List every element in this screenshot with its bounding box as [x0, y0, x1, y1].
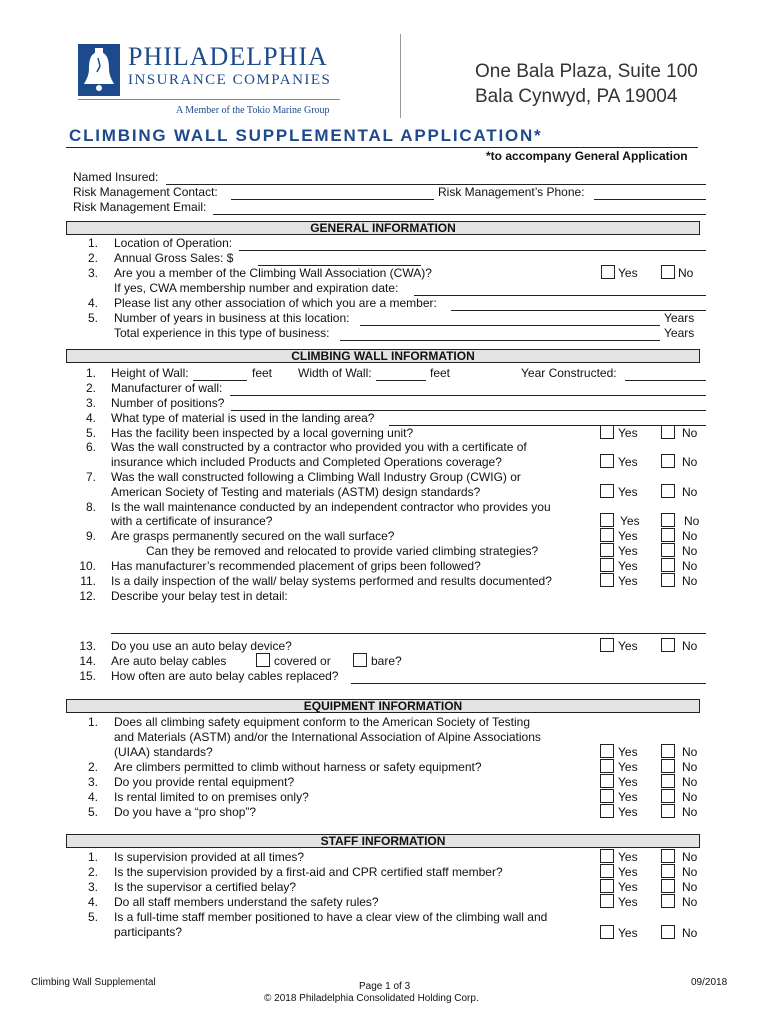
staff-q3: Is the supervisor a certified belay?	[114, 880, 297, 894]
question-number: 13.	[79, 639, 96, 653]
question-number: 4.	[87, 296, 98, 310]
question-number: 14.	[79, 654, 96, 668]
relocate-no-checkbox[interactable]	[661, 543, 675, 557]
wall-q6b: insurance which included Products and Completed Operations coverage?	[111, 455, 502, 469]
clear-view-no-checkbox[interactable]	[661, 925, 675, 939]
wall-q11: Is a daily inspection of the wall/ belay systems performed and results documented?	[111, 574, 552, 588]
astm-no-checkbox[interactable]	[661, 744, 675, 758]
question-number: 10.	[79, 559, 96, 573]
question-number: 4.	[85, 411, 96, 425]
yes-label: Yes	[618, 760, 638, 774]
inspected-yes-checkbox[interactable]	[600, 425, 614, 439]
no-label: No	[682, 485, 698, 499]
first-aid-yes-checkbox[interactable]	[600, 864, 614, 878]
daily-inspection-yes-checkbox[interactable]	[600, 573, 614, 587]
certified-belay-yes-checkbox[interactable]	[600, 879, 614, 893]
location-field[interactable]	[239, 250, 706, 251]
general-information-heading: GENERAL INFORMATION	[66, 221, 700, 235]
footer-form-name: Climbing Wall Supplemental	[31, 977, 156, 988]
no-label: No	[682, 455, 698, 469]
risk-phone-field[interactable]	[594, 199, 706, 200]
wall-q4: What type of material is used in the landing area?	[111, 411, 375, 425]
no-label: No	[682, 745, 698, 759]
years-label: Years	[664, 311, 695, 325]
wall-q5: Has the facility been inspected by a local governing unit?	[111, 426, 414, 440]
year-constructed-field[interactable]	[625, 380, 706, 381]
risk-contact-field[interactable]	[231, 199, 434, 200]
wall-q12: Describe your belay test in detail:	[111, 589, 288, 603]
yes-label: Yes	[618, 895, 638, 909]
no-label: No	[682, 926, 698, 940]
question-number: 1.	[87, 715, 98, 729]
pro-shop-no-checkbox[interactable]	[661, 804, 675, 818]
general-q1: Location of Operation:	[114, 236, 233, 250]
contractor-yes-checkbox[interactable]	[600, 454, 614, 468]
contractor-no-checkbox[interactable]	[661, 454, 675, 468]
no-label: No	[682, 805, 698, 819]
yes-label: Yes	[618, 529, 638, 543]
wall-q14: Are auto belay cables	[111, 654, 227, 668]
no-label: No	[684, 514, 700, 528]
wall-q10: Has manufacturer’s recommended placement of grips been followed?	[111, 559, 481, 573]
staff-q2: Is the supervision provided by a first-aid and CPR certified staff member?	[114, 865, 503, 879]
question-number: 11.	[80, 574, 96, 588]
yes-label: Yes	[618, 544, 638, 558]
yes-label: Yes	[618, 850, 638, 864]
on-premises-yes-checkbox[interactable]	[600, 789, 614, 803]
maintenance-yes-checkbox[interactable]	[600, 513, 614, 527]
question-number: 3.	[87, 266, 98, 280]
climbing-wall-information-heading: CLIMBING WALL INFORMATION	[66, 349, 700, 363]
question-number: 9.	[85, 529, 96, 543]
no-label: No	[682, 559, 698, 573]
maintenance-no-checkbox[interactable]	[661, 513, 675, 527]
wall-q9: Are grasps permanently secured on the wall surface?	[111, 529, 395, 543]
cwig-yes-checkbox[interactable]	[600, 484, 614, 498]
no-label: No	[682, 895, 698, 909]
equipment-q2: Are climbers permitted to climb without harness or safety equipment?	[114, 760, 482, 774]
wall-q9b: Can they be removed and relocated to provide varied climbing strategies?	[146, 544, 539, 558]
belay-test-field[interactable]	[111, 633, 706, 634]
named-insured-label: Named Insured:	[73, 170, 159, 184]
wall-q7b: American Society of Testing and materials (ASTM) design standards?	[111, 485, 481, 499]
question-number: 4.	[87, 895, 98, 909]
no-label: No	[682, 865, 698, 879]
question-number: 3.	[87, 775, 98, 789]
yes-label: Yes	[618, 455, 638, 469]
yes-label: Yes	[618, 775, 638, 789]
equipment-q1c: (UIAA) standards?	[114, 745, 213, 759]
no-label: No	[678, 266, 694, 280]
yes-label: Yes	[618, 880, 638, 894]
manufacturer-field[interactable]	[230, 395, 706, 396]
wall-q1-year: Year Constructed:	[521, 366, 617, 380]
grips-yes-checkbox[interactable]	[600, 558, 614, 572]
yes-label: Yes	[620, 514, 640, 528]
wall-q1-width: Width of Wall:	[298, 366, 372, 380]
general-q4: Please list any other association of which you are a member:	[114, 296, 437, 310]
general-q2: Annual Gross Sales: $	[114, 251, 234, 265]
named-insured-field[interactable]	[166, 184, 706, 185]
on-premises-no-checkbox[interactable]	[661, 789, 675, 803]
years-location-field[interactable]	[360, 325, 660, 326]
question-number: 2.	[87, 251, 98, 265]
general-q3b: If yes, CWA membership number and expiration date:	[114, 281, 399, 295]
no-label: No	[682, 426, 698, 440]
rental-no-checkbox[interactable]	[661, 774, 675, 788]
relocate-yes-checkbox[interactable]	[600, 543, 614, 557]
address-line-1: One Bala Plaza, Suite 100	[475, 61, 698, 82]
no-harness-yes-checkbox[interactable]	[600, 759, 614, 773]
daily-inspection-no-checkbox[interactable]	[661, 573, 675, 587]
wall-q13: Do you use an auto belay device?	[111, 639, 292, 653]
equipment-information-heading: EQUIPMENT INFORMATION	[66, 699, 700, 713]
cwig-no-checkbox[interactable]	[661, 484, 675, 498]
equipment-q1a: Does all climbing safety equipment conform to the American Society of Testing	[114, 715, 530, 729]
supervision-no-checkbox[interactable]	[661, 849, 675, 863]
yes-label: Yes	[618, 926, 638, 940]
wall-q15: How often are auto belay cables replaced?	[111, 669, 339, 683]
question-number: 12.	[79, 589, 96, 603]
wall-q8b: with a certificate of insurance?	[111, 514, 273, 528]
clear-view-yes-checkbox[interactable]	[600, 925, 614, 939]
company-name: PHILADELPHIA	[128, 42, 328, 71]
grasps-yes-checkbox[interactable]	[600, 528, 614, 542]
question-number: 1.	[85, 366, 96, 380]
question-number: 2.	[85, 381, 96, 395]
page-subtitle: *to accompany General Application	[486, 149, 688, 163]
landing-material-field[interactable]	[389, 425, 706, 426]
auto-belay-no-checkbox[interactable]	[661, 638, 675, 652]
staff-q4: Do all staff members understand the safety rules?	[114, 895, 379, 909]
no-label: No	[682, 790, 698, 804]
wall-q6a: Was the wall constructed by a contractor who provided you with a certificate of	[111, 440, 527, 454]
yes-label: Yes	[618, 574, 638, 588]
yes-label: Yes	[618, 426, 638, 440]
staff-information-heading: STAFF INFORMATION	[66, 834, 700, 848]
no-label: No	[682, 529, 698, 543]
cwa-number-field[interactable]	[414, 295, 706, 296]
wall-q2: Manufacturer of wall:	[111, 381, 223, 395]
width-field[interactable]	[376, 380, 426, 381]
question-number: 8.	[85, 500, 96, 514]
question-number: 5.	[87, 910, 98, 924]
inspected-no-checkbox[interactable]	[661, 425, 675, 439]
yes-label: Yes	[618, 790, 638, 804]
footer-copyright: © 2018 Philadelphia Consolidated Holding Corp.	[264, 993, 479, 1004]
risk-email-field[interactable]	[213, 214, 706, 215]
staff-q5a: Is a full-time staff member positioned to have a clear view of the climbing wall and	[114, 910, 548, 924]
cables-bare-checkbox[interactable]	[353, 653, 367, 667]
wall-q3: Number of positions?	[111, 396, 225, 410]
wall-q8a: Is the wall maintenance conducted by an independent contractor who provides you	[111, 500, 551, 514]
logo-divider	[78, 99, 340, 100]
no-label: No	[682, 880, 698, 894]
question-number: 5.	[87, 311, 98, 325]
no-label: No	[682, 760, 698, 774]
member-line: A Member of the Tokio Marine Group	[176, 105, 330, 116]
footer-page-number: Page 1 of 3	[359, 981, 411, 992]
question-number: 7.	[85, 470, 96, 484]
no-label: No	[682, 544, 698, 558]
cwa-yes-checkbox[interactable]	[601, 265, 615, 279]
footer-date: 09/2018	[691, 977, 728, 988]
covered-label: covered or	[274, 654, 331, 668]
feet-label: feet	[252, 366, 273, 380]
risk-email-label: Risk Management Email:	[73, 200, 207, 214]
equipment-q1b: and Materials (ASTM) and/or the International Association of Alpine Associations	[114, 730, 541, 744]
yes-label: Yes	[618, 865, 638, 879]
no-harness-no-checkbox[interactable]	[661, 759, 675, 773]
cable-replacement-field[interactable]	[351, 683, 706, 684]
no-label: No	[682, 574, 698, 588]
company-subname: INSURANCE COMPANIES	[128, 72, 332, 88]
first-aid-no-checkbox[interactable]	[661, 864, 675, 878]
rental-yes-checkbox[interactable]	[600, 774, 614, 788]
wall-q7a: Was the wall constructed following a Climbing Wall Industry Group (CWIG) or	[111, 470, 521, 484]
question-number: 4.	[87, 790, 98, 804]
question-number: 1.	[87, 850, 98, 864]
question-number: 2.	[87, 865, 98, 879]
question-number: 2.	[87, 760, 98, 774]
years-experience-field[interactable]	[340, 340, 660, 341]
yes-label: Yes	[618, 559, 638, 573]
title-rule	[66, 147, 698, 148]
page-title: CLIMBING WALL SUPPLEMENTAL APPLICATION*	[69, 126, 543, 145]
pro-shop-yes-checkbox[interactable]	[600, 804, 614, 818]
grips-no-checkbox[interactable]	[661, 558, 675, 572]
equipment-q5: Do you have a “pro shop”?	[114, 805, 257, 819]
cwa-no-checkbox[interactable]	[661, 265, 675, 279]
cables-covered-checkbox[interactable]	[256, 653, 270, 667]
staff-q5b: participants?	[114, 925, 183, 939]
yes-label: Yes	[618, 805, 638, 819]
general-q5b: Total experience in this type of business:	[114, 326, 330, 340]
question-number: 3.	[85, 396, 96, 410]
liberty-bell-icon	[78, 44, 120, 96]
no-label: No	[682, 775, 698, 789]
risk-phone-label: Risk Management’s Phone:	[438, 185, 585, 199]
general-q3: Are you a member of the Climbing Wall Association (CWA)?	[114, 266, 432, 280]
years-label: Years	[664, 326, 695, 340]
safety-rules-no-checkbox[interactable]	[661, 894, 675, 908]
risk-contact-label: Risk Management Contact:	[73, 185, 218, 199]
question-number: 3.	[87, 880, 98, 894]
auto-belay-yes-checkbox[interactable]	[600, 638, 614, 652]
certified-belay-no-checkbox[interactable]	[661, 879, 675, 893]
question-number: 6.	[85, 440, 96, 454]
feet-label: feet	[430, 366, 451, 380]
question-number: 5.	[87, 805, 98, 819]
yes-label: Yes	[618, 639, 638, 653]
yes-label: Yes	[618, 485, 638, 499]
wall-q1-height: Height of Wall:	[111, 366, 189, 380]
grasps-no-checkbox[interactable]	[661, 528, 675, 542]
question-number: 15.	[79, 669, 96, 683]
no-label: No	[682, 850, 698, 864]
general-q5: Number of years in business at this location:	[114, 311, 350, 325]
yes-label: Yes	[618, 266, 638, 280]
yes-label: Yes	[618, 745, 638, 759]
astm-yes-checkbox[interactable]	[600, 744, 614, 758]
header-vertical-divider	[400, 34, 401, 118]
safety-rules-yes-checkbox[interactable]	[600, 894, 614, 908]
question-number: 5.	[85, 426, 96, 440]
question-number: 1.	[87, 236, 98, 250]
equipment-q4: Is rental limited to on premises only?	[114, 790, 309, 804]
no-label: No	[682, 639, 698, 653]
supervision-yes-checkbox[interactable]	[600, 849, 614, 863]
address-line-2: Bala Cynwyd, PA 19004	[475, 86, 678, 107]
equipment-q3: Do you provide rental equipment?	[114, 775, 295, 789]
staff-q1: Is supervision provided at all times?	[114, 850, 305, 864]
bare-label: bare?	[371, 654, 402, 668]
